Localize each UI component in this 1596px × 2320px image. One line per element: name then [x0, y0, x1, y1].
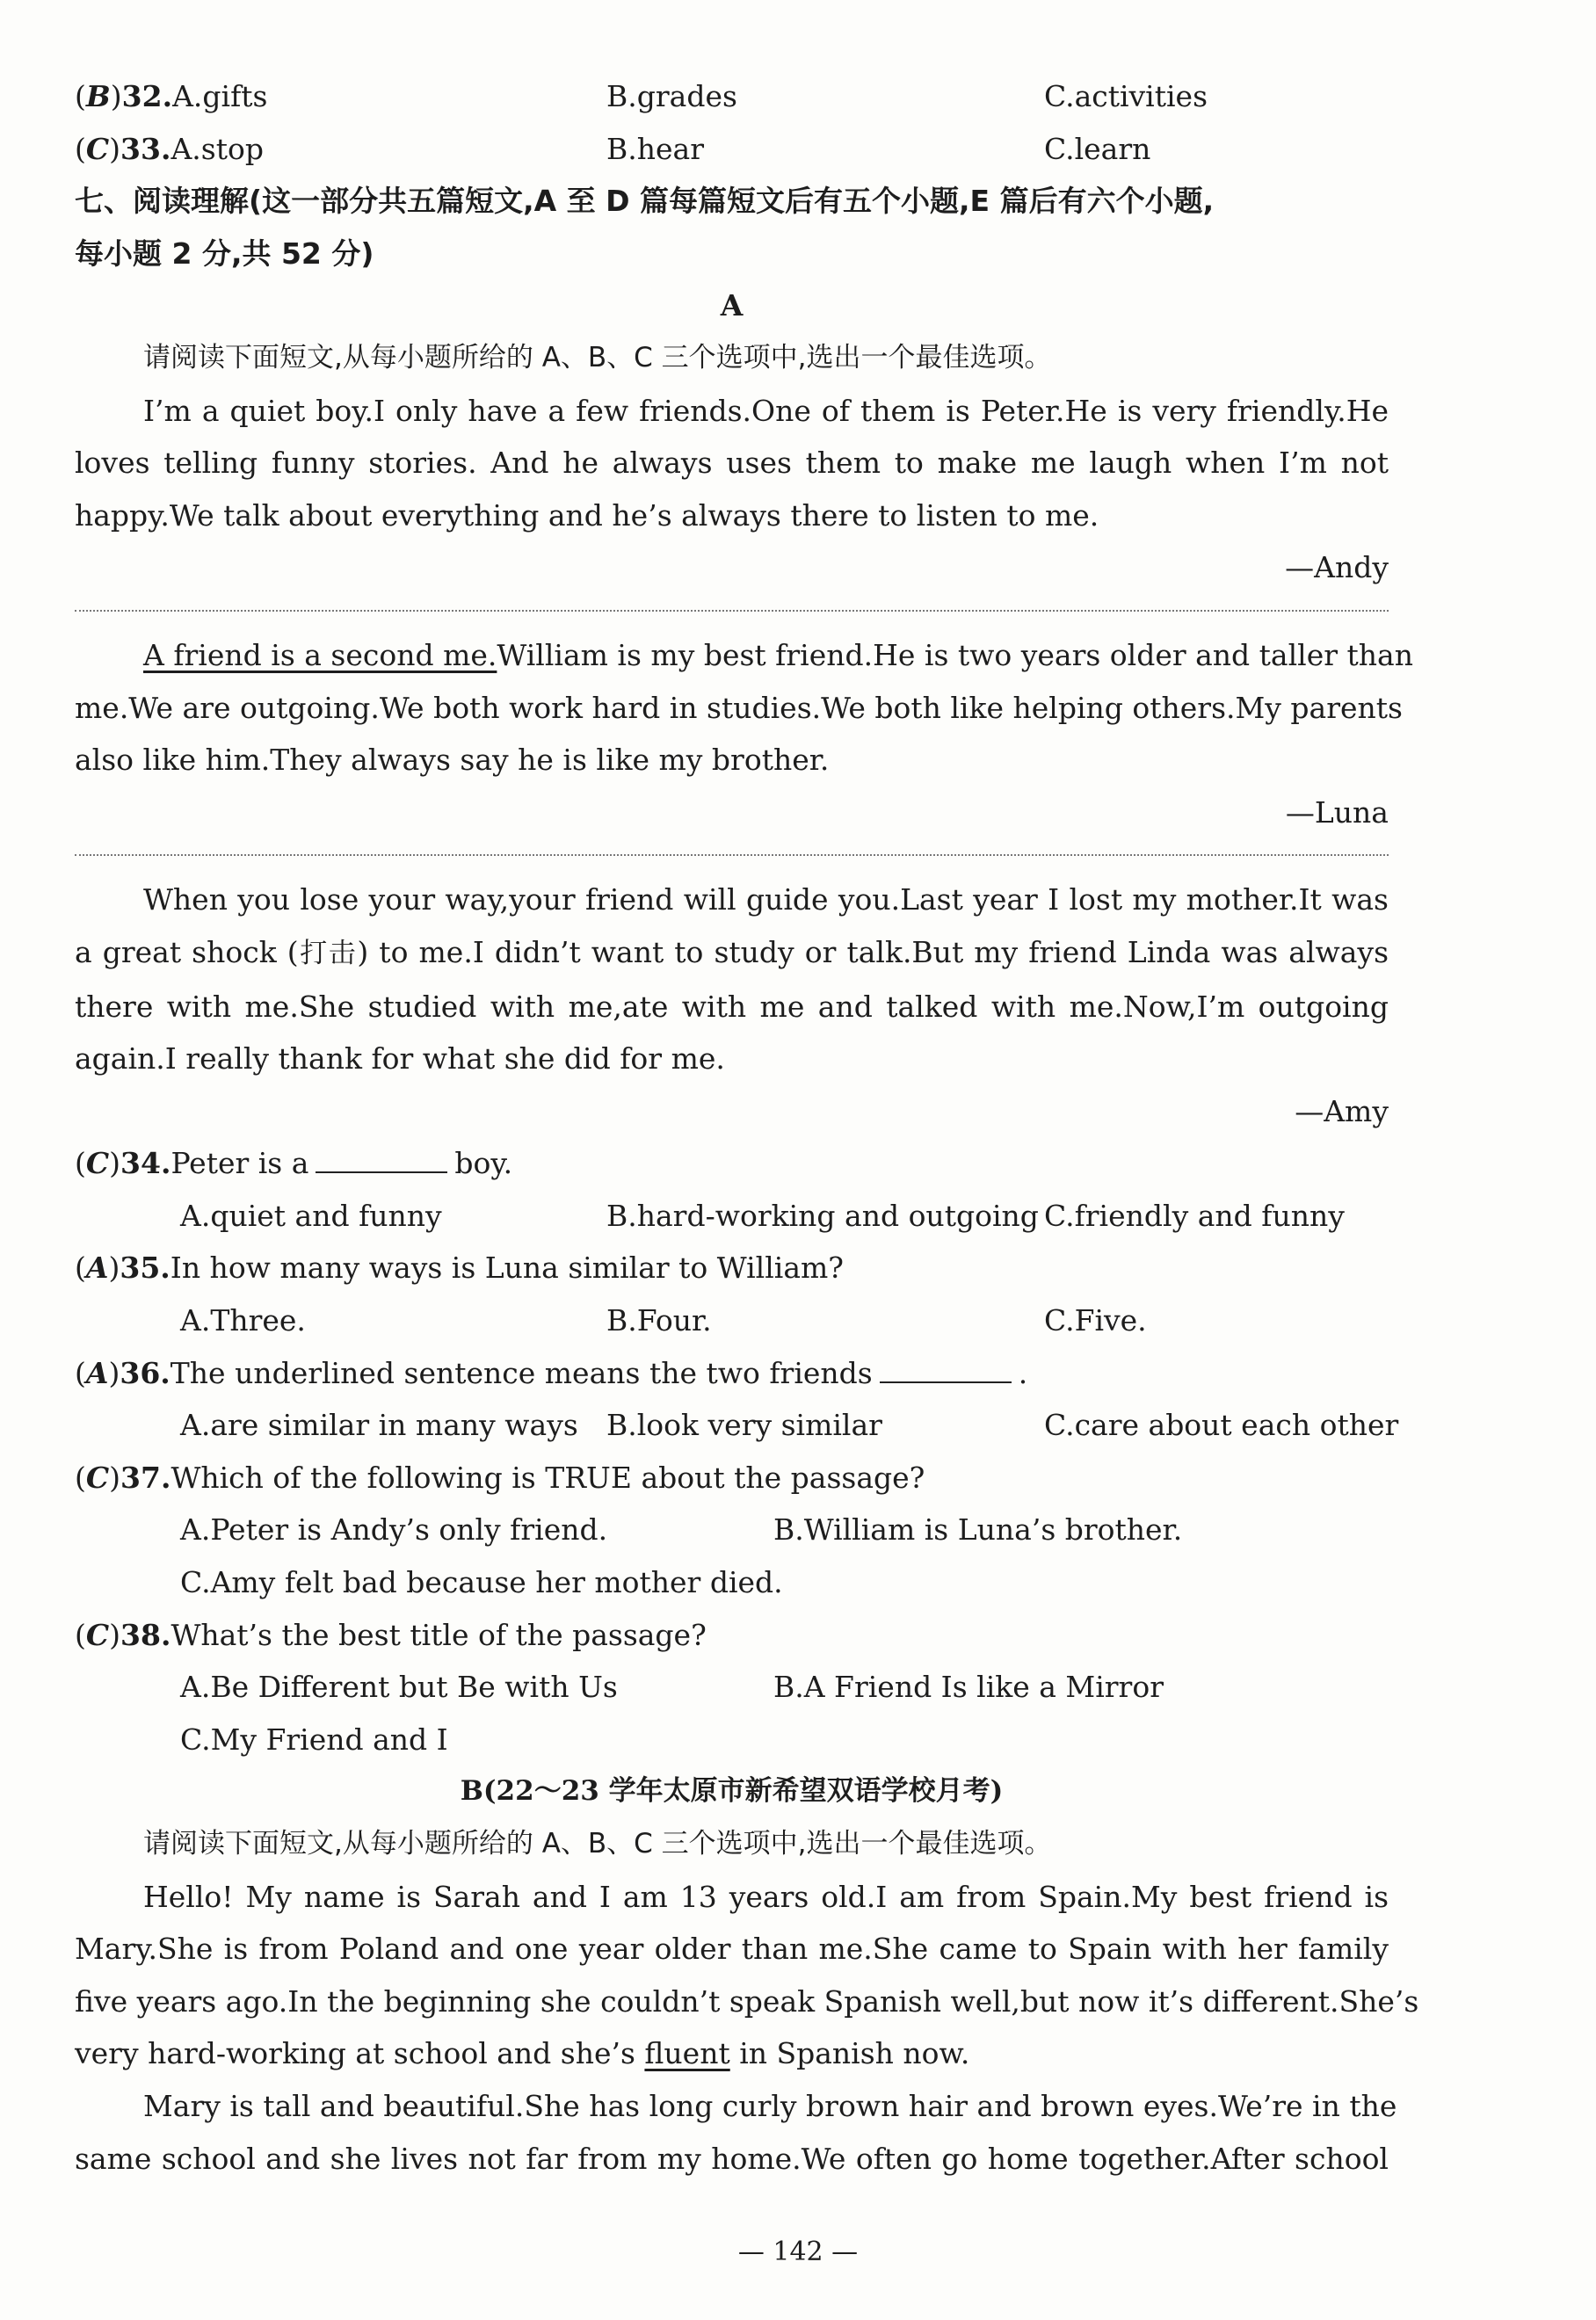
option-a: A.are similar in many ways — [180, 1408, 578, 1443]
option-b: B.William is Luna’s brother. — [773, 1512, 1183, 1548]
answer-mark: A — [85, 1251, 109, 1286]
passage-text: William is my best friend.He is two years older and taller than — [497, 637, 1413, 672]
option-a: A.gifts — [172, 79, 268, 113]
option-c: C.care about each other — [1044, 1408, 1399, 1443]
passage-line: loves telling funny stories. And he always uses them to make me laugh when I’m not — [75, 446, 1389, 481]
question-34: (C)34.Peter is a boy. — [75, 1146, 513, 1181]
answer-mark: C — [85, 1460, 110, 1495]
question-number: 36. — [120, 1355, 170, 1390]
option-b: B.look very similar — [606, 1408, 882, 1443]
passage-line: Mary is tall and beautiful.She has long curly brown hair and brown eyes.We’re in the — [143, 2088, 1397, 2123]
question-number: 38. — [120, 1617, 171, 1652]
signature-andy: —Andy — [1285, 550, 1389, 585]
option-b: B.grades — [606, 79, 737, 113]
passage-line: I’m a quiet boy.I only have a few friends.One of them is Peter.He is very friendly.He — [143, 393, 1389, 428]
passage-line: there with me.She studied with me,ate with me and talked with me.Now,I’m outgoing — [75, 989, 1389, 1024]
option-b: B.Four. — [606, 1303, 712, 1338]
question-stem: Peter is a — [170, 1146, 309, 1181]
option-b: B.hard-working and outgoing — [606, 1198, 1039, 1233]
question-35-options — [75, 1294, 1389, 1347]
question-stem: In how many ways is Luna similar to William? — [170, 1251, 844, 1286]
dotted-divider — [75, 610, 1389, 612]
question-number: 35. — [120, 1251, 170, 1286]
question-stem: What’s the best title of the passage? — [170, 1617, 707, 1652]
passage-line: also like him.They always say he is like my brother. — [75, 743, 830, 778]
answer-blank — [880, 1357, 1012, 1383]
passage-line — [75, 629, 1413, 682]
option-a: A.Be Different but Be with Us — [180, 1670, 618, 1705]
passage-text: ) to me.I didn’t want to study or talk.But my friend Linda was always — [357, 934, 1389, 969]
underlined-word: fluent — [644, 2036, 730, 2071]
signature-luna: —Luna — [1285, 794, 1389, 830]
question-38-options-cont — [75, 1714, 1389, 1766]
section-title: 七、阅读理解(这一部分共五篇短文,A 至 D 篇每篇短文后有五个小题,E 篇后有六个小题, — [75, 184, 1215, 219]
passage-line — [75, 926, 1389, 981]
passage-line: five years ago.In the beginning she couldn’t speak Spanish well,but now it’s different.She’s — [75, 1983, 1419, 2019]
option-a: A.Peter is Andy’s only friend. — [180, 1512, 608, 1548]
answer-mark: B — [85, 79, 111, 113]
passage-line: same school and she lives not far from my home.We often go home together.After school — [75, 2141, 1389, 2176]
answer-mark: C — [85, 131, 110, 166]
passage-line: When you lose your way,your friend will guide you.Last year I lost my mother.It was — [143, 882, 1389, 917]
question-37-options-cont — [75, 1556, 1389, 1609]
question-38-options — [75, 1661, 1389, 1714]
passage-line: happy.We talk about everything and he’s always there to listen to me. — [75, 497, 1099, 533]
question-number: 37. — [120, 1460, 171, 1495]
option-c: C.activities — [1044, 79, 1208, 113]
option-c: C.My Friend and I — [180, 1722, 448, 1757]
option-b: B.hear — [606, 131, 704, 166]
option-a: A.Three. — [180, 1303, 306, 1338]
passage-text: very hard-working at school and she’s — [75, 2036, 645, 2071]
section-title-cont: 每小题 2 分,共 52 分) — [75, 236, 374, 271]
passage-b-label: B(22～23 学年太原市新希望双语学校月考) — [460, 1775, 1004, 1808]
option-c: C.Five. — [1044, 1303, 1147, 1338]
question-stem: . — [1018, 1355, 1028, 1390]
question-38: (C)38.What’s the best title of the passage? — [75, 1617, 707, 1652]
question-32 — [75, 70, 1389, 123]
question-33 — [75, 123, 1389, 176]
option-a: A.quiet and funny — [180, 1198, 442, 1233]
passage-line — [75, 2027, 1389, 2080]
passage-text: in Spanish now. — [729, 2036, 970, 2071]
passage-line: Mary.She is from Poland and one year older than me.She came to Spain with her family — [75, 1932, 1389, 1967]
question-number: 34. — [120, 1146, 171, 1181]
passage-a-instruction: 请阅读下面短文,从每小题所给的 A、B、C 三个选项中,选出一个最佳选项。 — [143, 341, 1052, 373]
answer-mark: C — [85, 1146, 110, 1181]
passage-line: again.I really thank for what she did for me. — [75, 1041, 725, 1077]
question-number: 32. — [121, 79, 173, 113]
question-37: (C)37.Which of the following is TRUE about the passage? — [75, 1460, 925, 1495]
page-number: — 142 — — [737, 2237, 859, 2267]
passage-line: Hello! My name is Sarah and I am 13 years old.I am from Spain.My best friend is — [143, 1879, 1389, 1914]
worksheet-page — [75, 70, 1419, 2185]
passage-line: me.We are outgoing.We both work hard in studies.We both like helping others.My parents — [75, 690, 1403, 725]
question-36-options — [75, 1399, 1399, 1452]
answer-mark: C — [85, 1617, 110, 1652]
question-36: (A)36.The underlined sentence means the two friends . — [75, 1355, 1028, 1390]
option-c: C.Amy felt bad because her mother died. — [180, 1565, 783, 1600]
question-34-options — [75, 1190, 1389, 1243]
underlined-sentence: A friend is a second me. — [143, 637, 497, 672]
chinese-gloss: 打击 — [298, 937, 358, 969]
passage-b-instruction: 请阅读下面短文,从每小题所给的 A、B、C 三个选项中,选出一个最佳选项。 — [143, 1828, 1052, 1860]
passage-a-label: A — [720, 288, 744, 323]
question-stem: The underlined sentence means the two friends — [170, 1355, 873, 1390]
option-c: C.learn — [1044, 131, 1151, 166]
question-37-options — [75, 1504, 1389, 1556]
signature-amy: —Amy — [1295, 1093, 1389, 1128]
question-33-stem: (C)33.A.stop — [75, 131, 264, 166]
question-35: (A)35.In how many ways is Luna similar to William? — [75, 1251, 844, 1286]
dotted-divider — [75, 854, 1389, 856]
question-number: 33. — [120, 131, 171, 166]
passage-text: a great shock ( — [75, 934, 299, 969]
option-c: C.friendly and funny — [1044, 1198, 1345, 1233]
question-32-stem: (B)32.A.gifts — [75, 79, 268, 113]
option-b: B.A Friend Is like a Mirror — [773, 1670, 1164, 1705]
option-a: A.stop — [170, 131, 264, 166]
answer-mark: A — [85, 1355, 109, 1390]
answer-blank — [316, 1147, 447, 1173]
question-stem: Which of the following is TRUE about the passage? — [170, 1460, 925, 1495]
question-stem: boy. — [454, 1146, 513, 1181]
